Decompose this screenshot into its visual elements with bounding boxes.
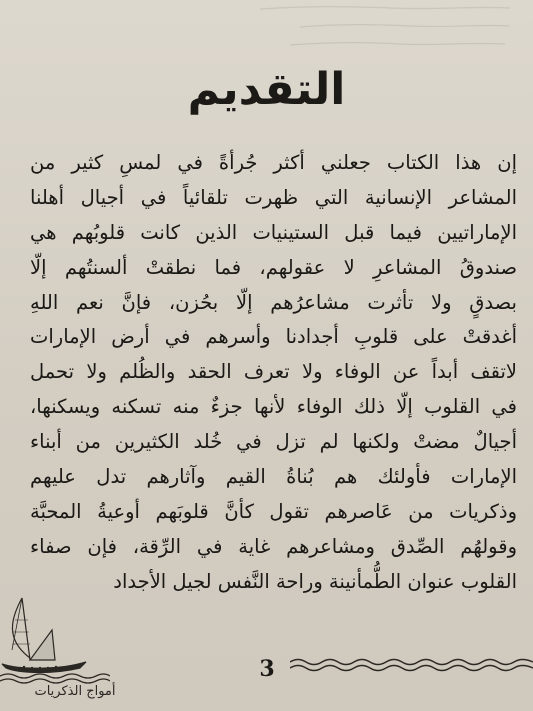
text-line: الإماراتيين فيما قبل الستينيات الذين كانت قلوبُهم هي: [30, 220, 517, 244]
text-line: بصدقٍ ولا تأثرت مشاعرُهم إلّا بحُزن، فإنَّ نعم اللهِ: [30, 290, 517, 314]
bleed-through-strokes: [10, 0, 523, 60]
text-line: لاتقف أبداً عن الوفاء ولا تعرف الحقد والظُلم ولا تحمل: [30, 360, 517, 384]
text-line: المشاعر الإنسانية التي ظهرت تلقائياً في أجيال أهلنا: [30, 185, 517, 209]
wave-rule: [290, 653, 533, 683]
book-title-footer: أمواج الذكريات: [34, 684, 116, 699]
bleed-through-text: [10, 0, 523, 65]
text-line: إن هذا الكتاب جعلني أكثر جُرأةً في لمسِ كثير من: [30, 151, 517, 174]
body-paragraph: [30, 146, 517, 600]
text-line: أجيالٌ مضتْ ولكنها لم تزل في خُلد الكثيرين من أبناء: [30, 430, 517, 454]
page-title: التقديم: [187, 64, 346, 115]
page-number: 3: [259, 656, 275, 682]
text-line: في القلوب إلّا ذلك الوفاء لأنها جزءٌ منه تسكنه ويسكنها،: [30, 395, 517, 419]
text-line: القلوب عنوان الطُّمأنينة وراحة النَّفس لجيل الأجداد: [113, 569, 517, 593]
text-line: أغدقتْ على قلوبِ أجدادنا وأسرهم في أرض الإمارات: [30, 325, 517, 349]
text-line: صندوقُ المشاعرِ لا عقولهم، فما نطقتْ ألسنتُهم إلّا: [30, 255, 517, 279]
text-line: وذكريات من عَاصرهم تقول كأنَّ قلوبَهم أوعيةُ المحبَّة: [30, 499, 517, 523]
dhow-illustration: [0, 590, 110, 685]
text-line: وقولهُم الصِّدق ومشاعرهم غاية في الرِّقة، فإن صفاء: [30, 534, 517, 558]
text-line: الإمارات فأولئك هم بُناةُ القيم وآثارهم تدل عليهم: [30, 465, 517, 489]
